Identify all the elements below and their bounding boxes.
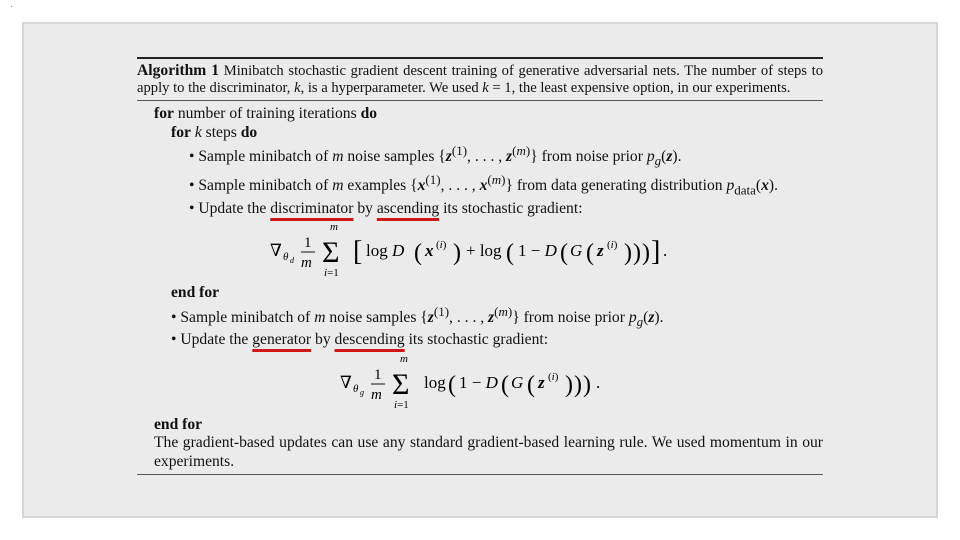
svg-text:(: ( xyxy=(527,371,535,398)
svg-text:z: z xyxy=(538,372,545,392)
svg-text:(: ( xyxy=(506,240,514,267)
svg-text:(: ( xyxy=(501,371,509,398)
svg-text:G: G xyxy=(570,241,583,261)
svg-text:d: d xyxy=(290,256,294,266)
svg-text:m: m xyxy=(301,255,312,272)
d-bullet-sample-data: • Sample minibatch of m examples {$x^{(1)}$, . . . , $x^{(m)}$} from data generating distribution $p_{data}(x)$. xyxy=(189,171,778,198)
svg-text:): ) xyxy=(633,240,641,267)
svg-text:): ) xyxy=(642,240,650,267)
algorithm-box xyxy=(137,57,823,475)
svg-text:z: z xyxy=(597,241,604,261)
svg-text:m: m xyxy=(330,221,338,234)
inner-for-line: for k steps do xyxy=(171,123,258,141)
svg-text:∇: ∇ xyxy=(340,372,352,392)
svg-text:m: m xyxy=(400,352,408,365)
svg-text:log: log xyxy=(424,372,446,392)
g-bullet-sample-noise: • Sample minibatch of m noise samples {$z^{(1)}$, . . . , $z^{(m)}$} from noise prior $p_g(z)$. xyxy=(171,303,664,329)
discriminator-equation xyxy=(137,218,823,284)
svg-text:(i): (i) xyxy=(607,239,618,252)
svg-text:(: ( xyxy=(414,240,422,267)
svg-text:): ) xyxy=(565,371,573,398)
d-bullet-update: • Update the discriminator by ascending its stochastic gradient: xyxy=(189,199,583,217)
svg-text:Σ: Σ xyxy=(392,367,410,401)
svg-text:(i): (i) xyxy=(436,239,447,252)
svg-text:∇: ∇ xyxy=(270,241,282,261)
generator-equation xyxy=(137,350,823,416)
generator-underlined: generator xyxy=(252,331,312,349)
svg-text:[: [ xyxy=(353,236,363,268)
algorithm-caption: Algorithm 1 Minibatch stochastic gradient descent training of generative adversarial nets. The number of steps to apply to the discriminator, k, is a hyperparameter. We used k = 1, the least expensive option, in our experiments. xyxy=(137,62,824,96)
ascending-underlined: ascending xyxy=(376,199,440,217)
svg-text:]: ] xyxy=(651,236,661,268)
footer-note: The gradient-based updates can use any standard gradient-based learning rule. We used momentum in our experiments. xyxy=(154,434,823,470)
svg-text:): ) xyxy=(624,240,632,267)
descending-underlined: descending xyxy=(334,331,405,349)
svg-text:G: G xyxy=(511,372,524,392)
svg-text:1 − D: 1 − D xyxy=(518,241,557,261)
algorithm-body xyxy=(137,101,823,474)
svg-text:(: ( xyxy=(448,371,456,398)
svg-text:θ: θ xyxy=(283,251,289,264)
svg-text:Σ: Σ xyxy=(322,236,340,270)
svg-text:log D: log D xyxy=(366,241,405,261)
algorithm-title: Algorithm 1 xyxy=(137,62,220,79)
svg-text:.: . xyxy=(596,372,601,392)
svg-text:): ) xyxy=(574,371,582,398)
svg-text:): ) xyxy=(453,240,461,267)
svg-text:+ log: + log xyxy=(466,241,502,261)
svg-text:i=1: i=1 xyxy=(324,267,339,280)
corner-dot: · xyxy=(10,2,14,13)
discriminator-underlined: discriminator xyxy=(270,199,354,217)
end-for-outer: end for xyxy=(154,415,203,433)
d-bullet-sample-noise: • Sample minibatch of m noise samples {$z^{(1)}$, . . . , $z^{(m)}$} from noise prior $p_g(z)$. xyxy=(189,143,682,169)
svg-text:(: ( xyxy=(560,240,568,267)
outer-for-line: for number of training iterations do xyxy=(154,105,378,122)
top-rule xyxy=(137,57,823,59)
end-for-inner: end for xyxy=(171,284,220,302)
svg-text:x: x xyxy=(425,241,434,261)
svg-text:i=1: i=1 xyxy=(394,398,409,411)
svg-text:θ: θ xyxy=(353,382,359,395)
svg-text:g: g xyxy=(360,387,364,397)
svg-text:1: 1 xyxy=(374,366,382,383)
svg-text:m: m xyxy=(371,386,382,403)
svg-text:1 − D: 1 − D xyxy=(459,372,498,392)
svg-text:(i): (i) xyxy=(548,370,559,383)
svg-text:(: ( xyxy=(586,240,594,267)
svg-text:.: . xyxy=(663,241,668,261)
bottom-rule xyxy=(137,474,823,475)
g-bullet-update: • Update the generator by descending its stochastic gradient: xyxy=(171,331,549,349)
svg-text:): ) xyxy=(583,371,591,398)
svg-text:1: 1 xyxy=(304,235,312,252)
